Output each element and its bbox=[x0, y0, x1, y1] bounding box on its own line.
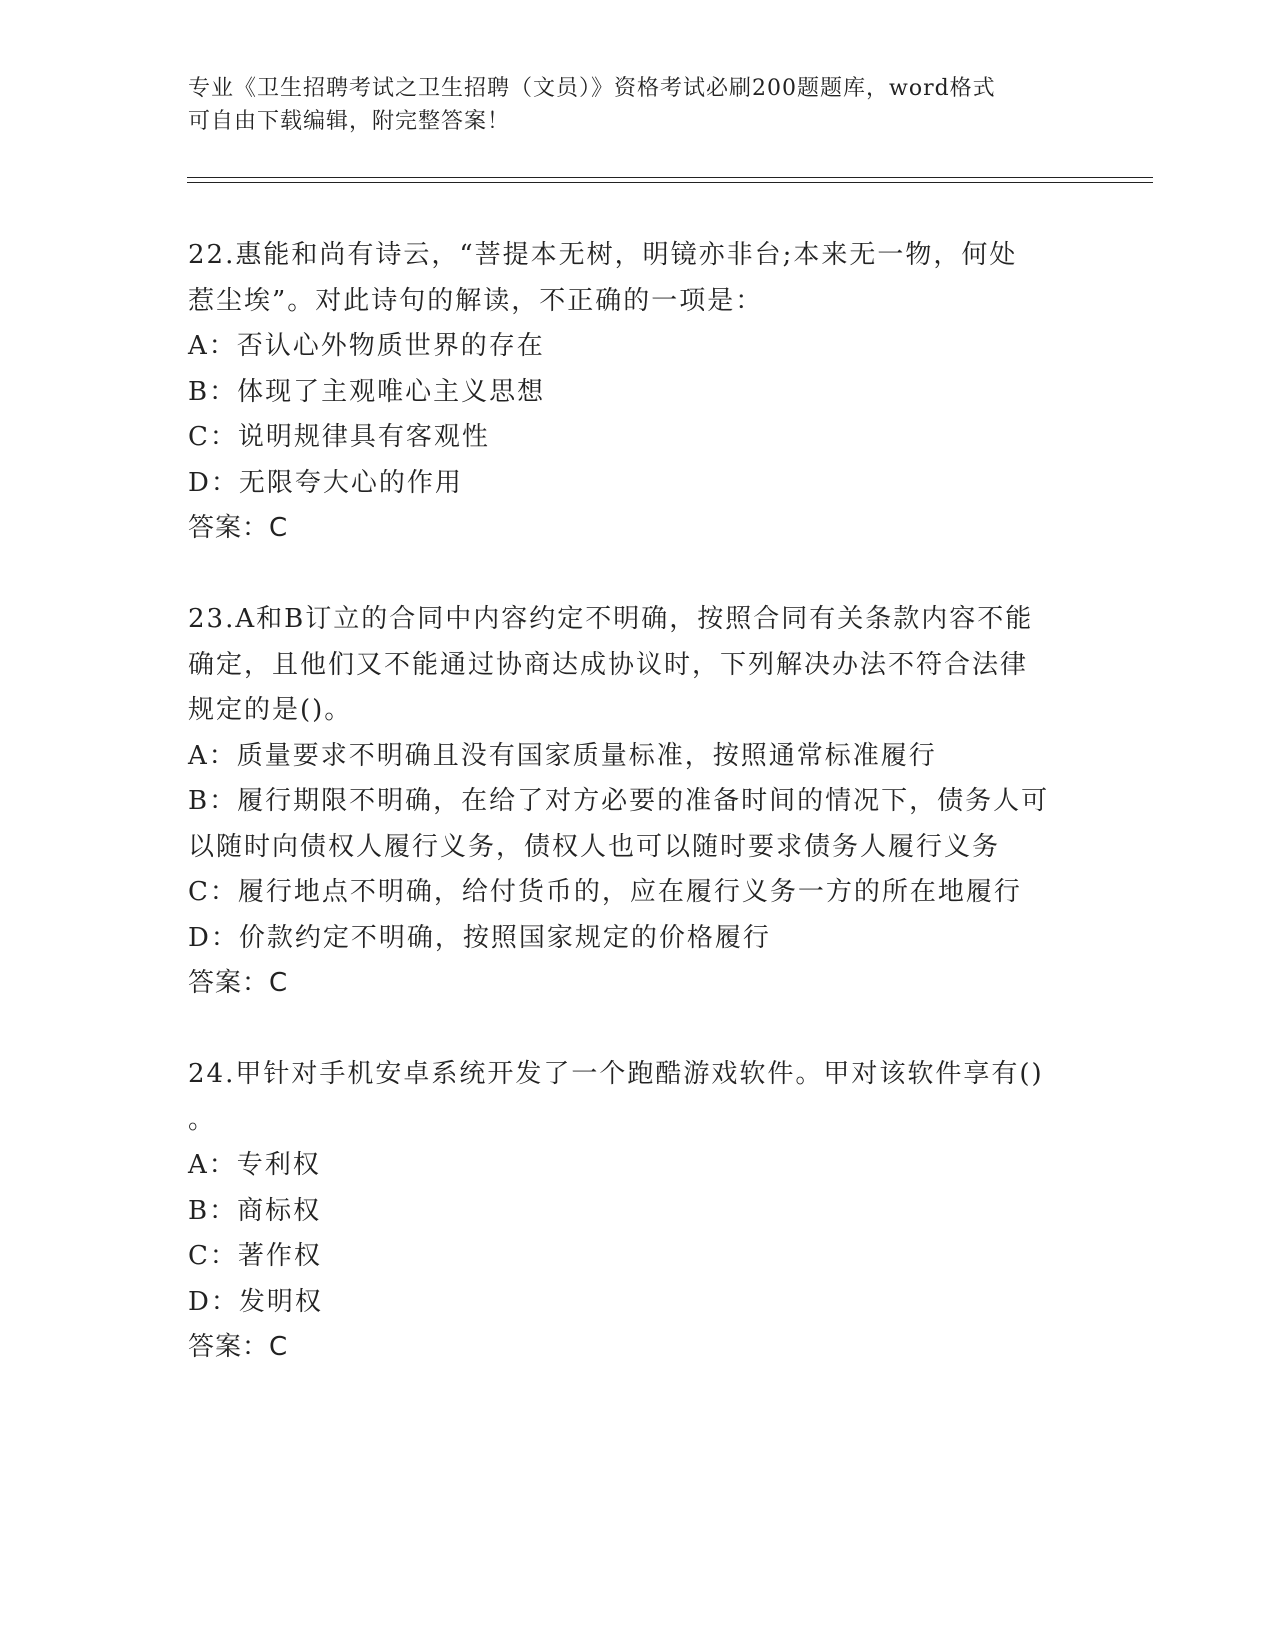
question-text-line: 24.甲针对手机安卓系统开发了一个跑酷游戏软件。甲对该软件享有() bbox=[188, 1059, 1044, 1089]
answer-line: 答案：C bbox=[188, 1332, 289, 1362]
option-a: A：专利权 bbox=[188, 1150, 321, 1180]
question-text-line: 确定，且他们又不能通过协商达成协议时，下列解决办法不符合法律 bbox=[188, 649, 1029, 680]
header-line-1: 专业《卫生招聘考试之卫生招聘（文员）》资格考试必刷200题题库，word格式 bbox=[188, 76, 996, 101]
header-divider-bottom bbox=[187, 182, 1153, 183]
header-line-2: 可自由下载编辑，附完整答案！ bbox=[188, 109, 511, 134]
question-text-line: 惹尘埃”。对此诗句的解读，不正确的一项是： bbox=[188, 285, 764, 316]
option-b-continued: 以随时向债权人履行义务，债权人也可以随时要求债务人履行义务 bbox=[188, 831, 1001, 862]
option-c: C：履行地点不明确，给付货币的，应在履行义务一方的所在地履行 bbox=[188, 877, 1022, 907]
question-text-line: 22.惠能和尚有诗云，“菩提本无树，明镜亦非台;本来无一物，何处 bbox=[188, 240, 1018, 270]
document-header bbox=[188, 72, 1088, 138]
option-b: B：体现了主观唯心主义思想 bbox=[188, 376, 546, 407]
answer-line: 答案：C bbox=[188, 968, 289, 998]
option-a: A：质量要求不明确且没有国家质量标准，按照通常标准履行 bbox=[188, 740, 937, 771]
option-d: D：无限夸大心的作用 bbox=[188, 467, 463, 498]
question-text-line: 。 bbox=[188, 1104, 217, 1135]
question-text-line: 规定的是()。 bbox=[188, 695, 353, 725]
option-d: D：发明权 bbox=[188, 1286, 323, 1317]
option-b: B：商标权 bbox=[188, 1195, 322, 1226]
answer-line: 答案：C bbox=[188, 513, 289, 543]
option-c: C：说明规律具有客观性 bbox=[188, 422, 490, 452]
option-c: C：著作权 bbox=[188, 1241, 322, 1271]
question-22 bbox=[188, 233, 1088, 552]
question-23 bbox=[188, 597, 1088, 1007]
question-text-line: 23.A和B订立的合同中内容约定不明确，按照合同有关条款内容不能 bbox=[188, 604, 1034, 634]
option-a: A：否认心外物质世界的存在 bbox=[188, 331, 545, 361]
option-b: B：履行期限不明确，在给了对方必要的准备时间的情况下，债务人可 bbox=[188, 786, 1050, 816]
question-24 bbox=[188, 1052, 1088, 1371]
header-divider-top bbox=[187, 177, 1153, 178]
option-d: D：价款约定不明确，按照国家规定的价格履行 bbox=[188, 922, 771, 953]
